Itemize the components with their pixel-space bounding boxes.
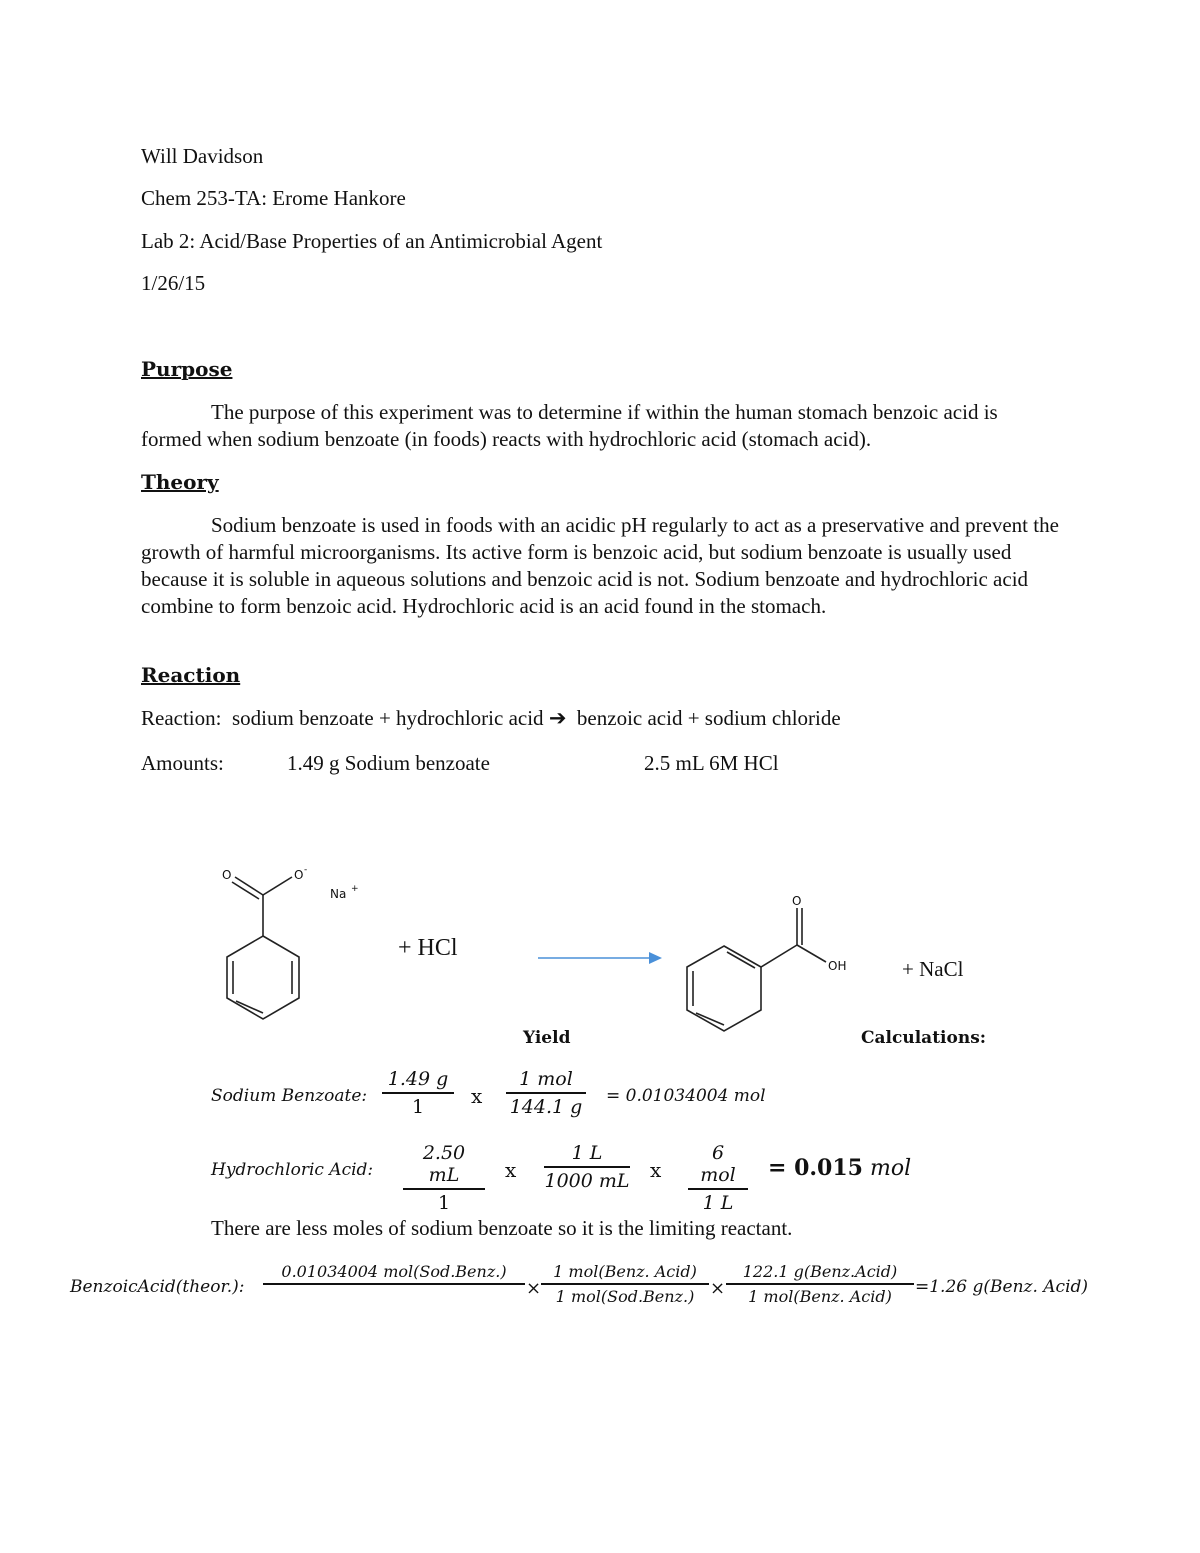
sb-fraction-1-num: 1.49 g: [382, 1068, 454, 1094]
theory-text: Sodium benzoate is used in foods with an acidic pH regularly to act as a preservative and prevent the growth of harmful microorganisms. Its active form is benzoic acid, but sodium benzoate is usually used because it is soluble in aqueous solutions and benzoic acid is not. Sodium benzoate and hydrochloric acid combine to form benzoic acid. Hydrochloric acid is an acid found in the stomach.: [141, 513, 1059, 618]
hcl-result-value: = 0.015: [768, 1155, 863, 1181]
yield-heading: Yield: [523, 1028, 571, 1048]
sodium-benzoate-label: Sodium Benzoate:: [211, 1086, 368, 1106]
hcl-reactant: + HCl: [398, 935, 458, 961]
author-name: Will Davidson: [141, 144, 264, 168]
nacl-product: + NaCl: [902, 957, 964, 981]
hcl-fraction-1-den: 1: [437, 1192, 451, 1214]
oh-label: OH: [828, 959, 847, 973]
sb-fraction-2-num: 1 mol: [506, 1068, 586, 1094]
hcl-fraction-1: [403, 1142, 485, 1214]
reaction-products: benzoic acid + sodium chloride: [576, 706, 841, 730]
hcl-fraction-3-den: 1 L: [702, 1192, 734, 1214]
ba-fraction-2-num: 1 mol(Benz. Acid): [541, 1262, 709, 1285]
ba-times-sign: ×: [710, 1278, 726, 1299]
theory-heading: Theory: [141, 470, 219, 494]
ba-fraction-3-num: 122.1 g(Benz.Acid): [726, 1262, 914, 1285]
reaction-reactants: sodium benzoate + hydrochloric acid: [231, 706, 544, 730]
sodium-benzoate-structure: [227, 877, 299, 1019]
purpose-text: The purpose of this experiment was to determine if within the human stomach benzoic acid is formed when sodium benzoate (in foods) reacts with hydrochloric acid (stomach acid).: [141, 400, 998, 451]
hydrochloric-acid-label: Hydrochloric Acid:: [211, 1160, 374, 1180]
sb-fraction-2-den: 144.1 g: [509, 1096, 583, 1118]
reaction-arrow-icon: ➔: [548, 706, 567, 730]
sb-fraction-1: [382, 1068, 454, 1118]
minus-superscript: -: [304, 865, 308, 875]
calculations-heading: Calculations:: [861, 1028, 987, 1048]
times-sign: x: [505, 1158, 517, 1182]
o-minus-label: O: [294, 868, 304, 882]
ba-fraction-2: [541, 1262, 709, 1306]
course-line: Chem 253-TA: Erome Hankore: [141, 186, 406, 210]
sb-fraction-2: [506, 1068, 586, 1118]
o-left-label: O: [222, 868, 232, 882]
amount-sodium-benzoate: 1.49 g Sodium benzoate: [287, 751, 490, 775]
ba-fraction-1-num: 0.01034004 mol(Sod.Benz.): [263, 1262, 525, 1285]
reaction-heading: Reaction: [141, 663, 241, 687]
amount-hcl: 2.5 mL 6M HCl: [644, 751, 779, 775]
ba-fraction-2-den: 1 mol(Sod.Benz.): [555, 1287, 695, 1306]
purpose-heading: Purpose: [141, 357, 233, 381]
ba-times-sign: ×: [526, 1278, 542, 1299]
hcl-fraction-2-num: 1 L: [544, 1142, 630, 1168]
ba-result: =1.26 g(Benz. Acid): [915, 1277, 1089, 1297]
ba-fraction-1-den: [263, 1285, 525, 1306]
reaction-arrow-head-icon: [649, 952, 662, 964]
hcl-fraction-2-den: 1000 mL: [544, 1170, 630, 1192]
amounts-label: Amounts:: [141, 751, 224, 775]
benzoic-acid-label: BenzoicAcid(theor.):: [70, 1277, 245, 1297]
sb-result: = 0.01034004 mol: [606, 1086, 766, 1106]
date-line: 1/26/15: [141, 271, 206, 295]
lab-title: Lab 2: Acid/Base Properties of an Antimicrobial Agent: [141, 229, 603, 253]
hcl-result: [768, 1155, 911, 1181]
hcl-result-unit: mol: [869, 1156, 912, 1181]
benzoic-acid-structure: [687, 908, 826, 1031]
ba-fraction-3-den: 1 mol(Benz. Acid): [748, 1287, 892, 1306]
na-label: Na: [330, 887, 347, 901]
limiting-reactant-statement: There are less moles of sodium benzoate so it is the limiting reactant.: [211, 1216, 793, 1240]
plus-superscript: +: [351, 884, 359, 894]
times-sign: x: [650, 1158, 662, 1182]
hcl-fraction-3-num: 6 mol: [688, 1142, 748, 1190]
times-sign: x: [471, 1084, 483, 1108]
sb-fraction-1-den: 1: [411, 1096, 425, 1118]
hcl-fraction-3: [688, 1142, 748, 1214]
ba-fraction-1: [263, 1262, 525, 1306]
hcl-fraction-2: [544, 1142, 630, 1192]
reaction-label: Reaction:: [141, 706, 222, 730]
o-top-label: O: [792, 894, 802, 908]
ba-fraction-3: [726, 1262, 914, 1306]
hcl-fraction-1-num: 2.50 mL: [403, 1142, 485, 1190]
